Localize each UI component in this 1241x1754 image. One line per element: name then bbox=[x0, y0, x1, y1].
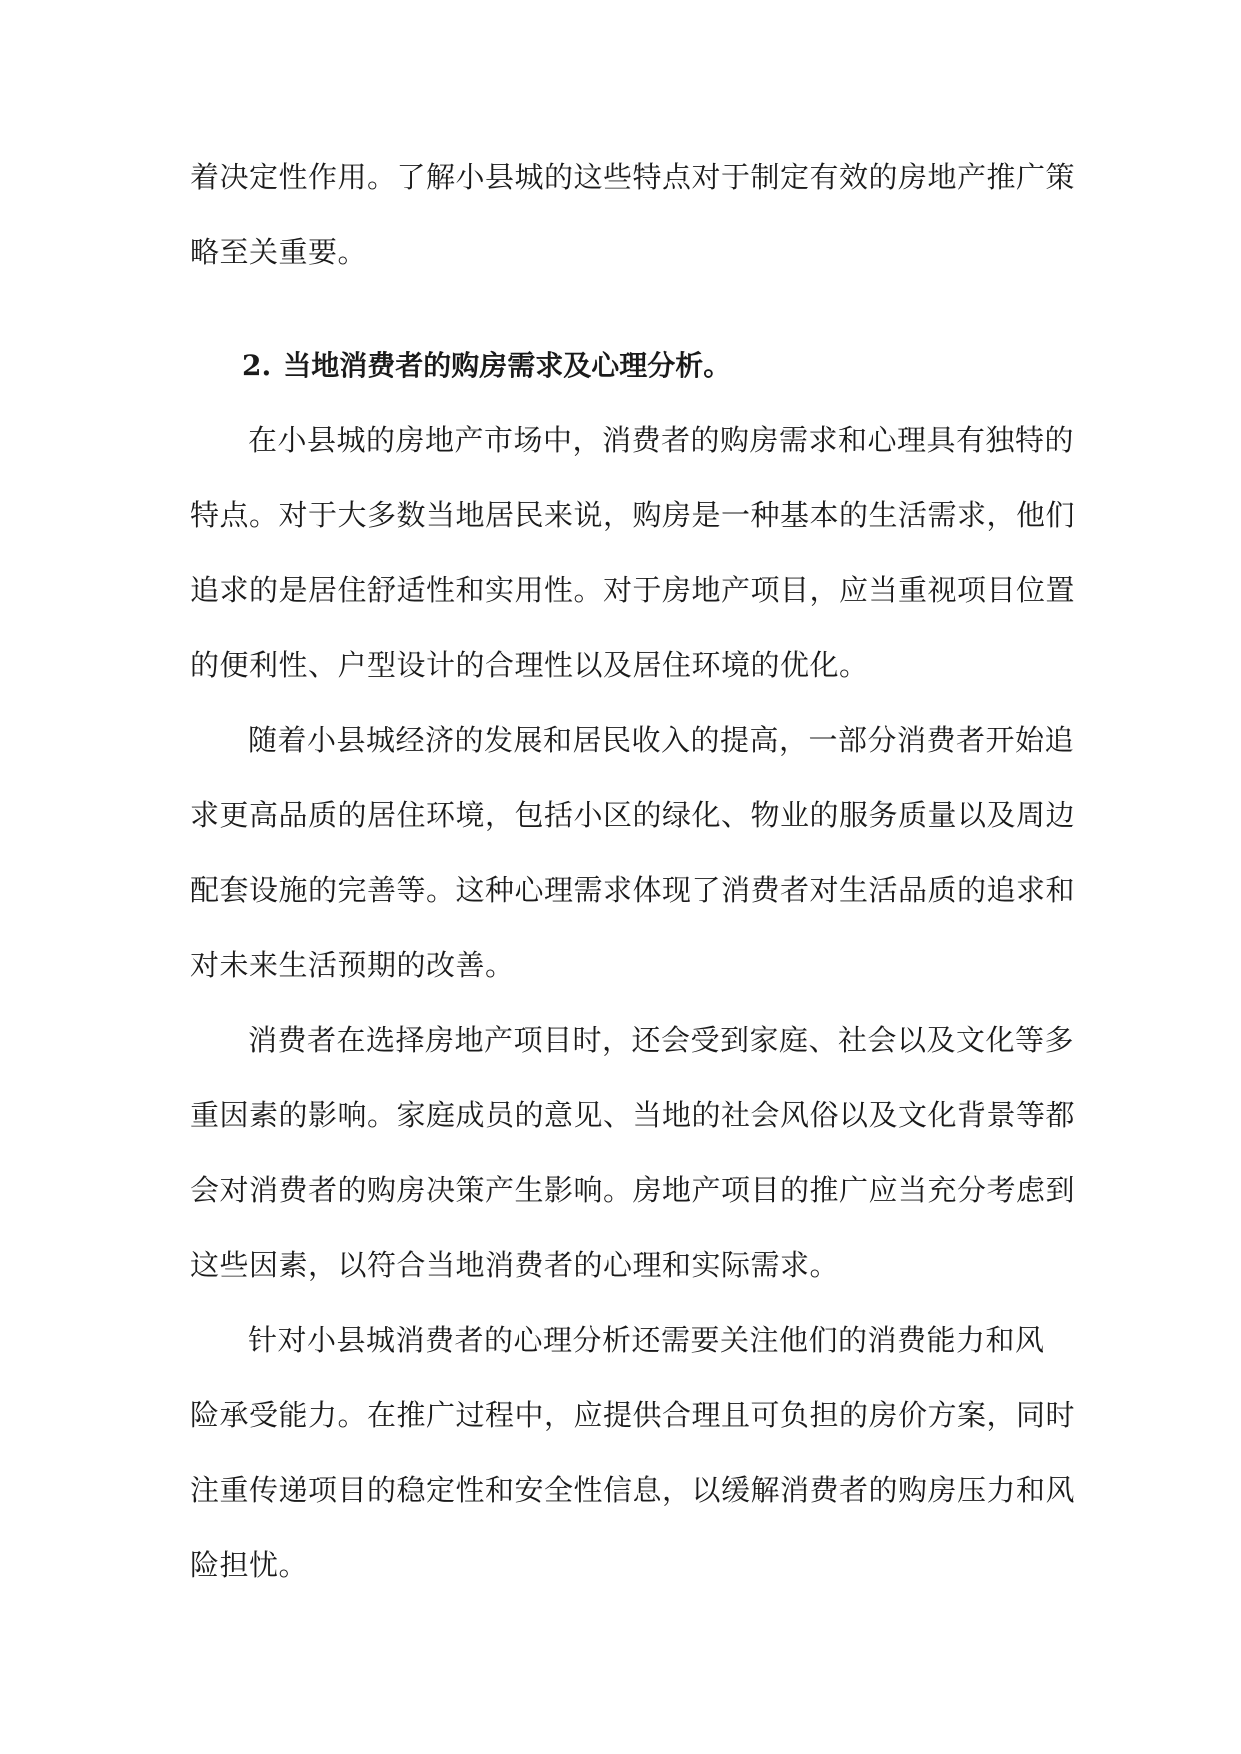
text-line: 随着小县城经济的发展和居民收入的提高，一部分消费者开始追 bbox=[248, 723, 1075, 757]
intro-paragraph bbox=[190, 140, 1076, 290]
text-line: 求更高品质的居住环境，包括小区的绿化、物业的服务质量以及周边 bbox=[190, 798, 1076, 832]
text-line: 略至关重要。 bbox=[190, 235, 368, 269]
text-line: 险承受能力。在推广过程中，应提供合理且可负担的房价方案，同时 bbox=[190, 1398, 1076, 1432]
document-body bbox=[190, 140, 1076, 1603]
text-line: 这些因素，以符合当地消费者的心理和实际需求。 bbox=[190, 1248, 840, 1282]
text-line: 险担忧。 bbox=[190, 1548, 309, 1582]
text-line: 对未来生活预期的改善。 bbox=[190, 948, 515, 982]
paragraph-2 bbox=[190, 703, 1076, 1003]
text-line: 在小县城的房地产市场中，消费者的购房需求和心理具有独特的 bbox=[248, 423, 1075, 457]
paragraph-3 bbox=[190, 1003, 1076, 1303]
paragraph-1 bbox=[190, 403, 1076, 703]
text-line: 特点。对于大多数当地居民来说，购房是一种基本的生活需求，他们 bbox=[190, 498, 1076, 532]
paragraph-4 bbox=[190, 1303, 1076, 1603]
text-line: 注重传递项目的稳定性和安全性信息，以缓解消费者的购房压力和风 bbox=[190, 1473, 1076, 1507]
text-line: 追求的是居住舒适性和实用性。对于房地产项目，应当重视项目位置 bbox=[190, 573, 1076, 607]
section-heading bbox=[190, 328, 1056, 403]
section-number: 2. bbox=[242, 349, 272, 382]
text-line: 消费者在选择房地产项目时，还会受到家庭、社会以及文化等多 bbox=[248, 1023, 1075, 1057]
section-title: 当地消费者的购房需求及心理分析。 bbox=[283, 349, 732, 382]
text-line: 会对消费者的购房决策产生影响。房地产项目的推广应当充分考虑到 bbox=[190, 1173, 1076, 1207]
text-line: 的便利性、户型设计的合理性以及居住环境的优化。 bbox=[190, 648, 869, 682]
text-line: 重因素的影响。家庭成员的意见、当地的社会风俗以及文化背景等都 bbox=[190, 1098, 1076, 1132]
text-line: 配套设施的完善等。这种心理需求体现了消费者对生活品质的追求和 bbox=[190, 873, 1076, 907]
text-line: 针对小县城消费者的心理分析还需要关注他们的消费能力和风 bbox=[248, 1323, 1045, 1357]
text-line: 着决定性作用。了解小县城的这些特点对于制定有效的房地产推广策 bbox=[190, 160, 1076, 194]
